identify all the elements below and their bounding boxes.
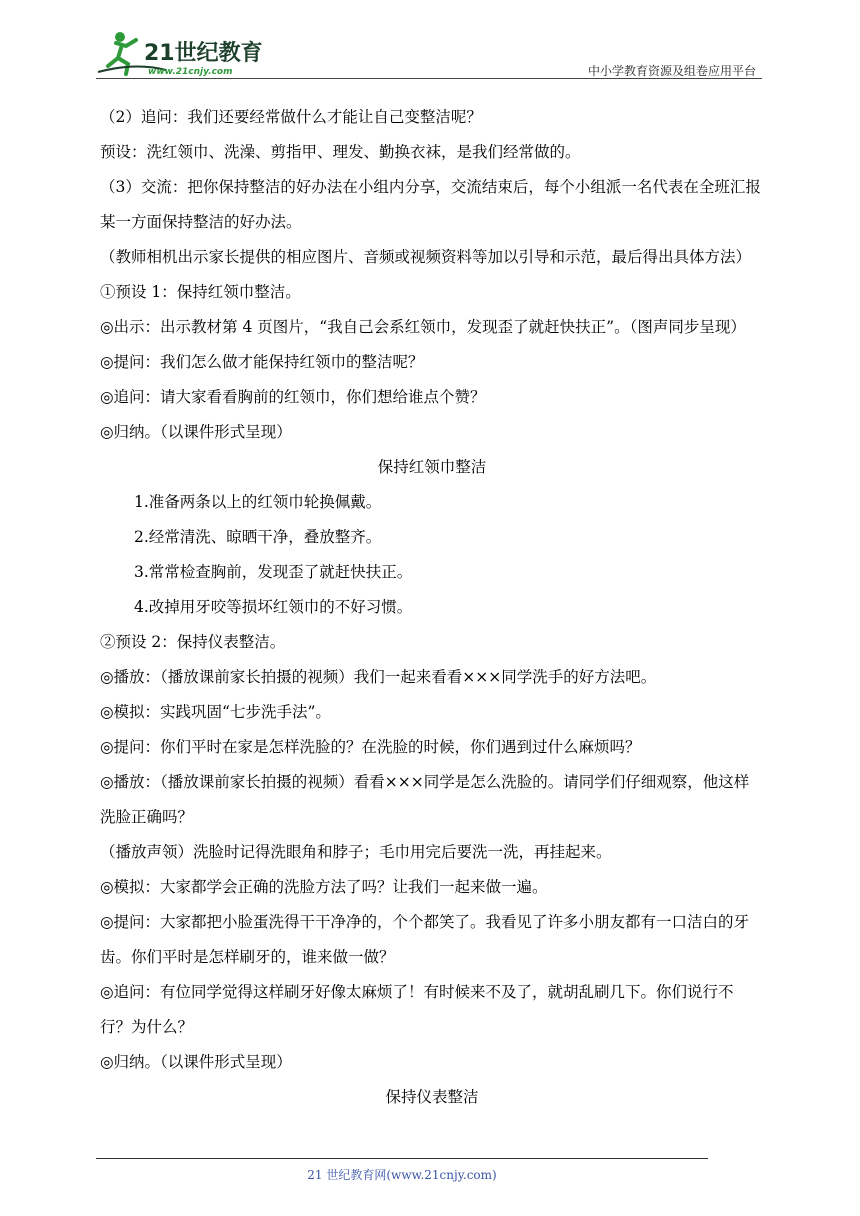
paragraph: ◎出示：出示教材第 4 页图片，“我自己会系红领巾，发现歪了就赶快扶正”。（图声同步呈现）	[100, 318, 746, 336]
logo-url: www.21cnjy.com	[148, 67, 233, 77]
paragraph: ◎模拟：实践巩固“七步洗手法”。	[100, 703, 331, 721]
section-heading: 保持红领巾整洁	[377, 458, 487, 476]
paragraph: ◎追问：请大家看看胸前的红领巾，你们想给谁点个赞？	[100, 388, 486, 406]
paragraph: （教师相机出示家长提供的相应图片、音频或视频资料等加以引导和示范，最后得出具体方法）	[100, 248, 752, 266]
list-item: 3.常常检查胸前，发现歪了就赶快扶正。	[134, 563, 413, 581]
paragraph: ◎播放：（播放课前家长拍摄的视频）看看×××同学是怎么洗脸的。请同学们仔细观察，他这样洗脸正确吗？	[100, 773, 750, 826]
logo-text: 21世纪教育	[144, 41, 263, 66]
paragraph: ◎追问：有位同学觉得这样刷牙好像太麻烦了！有时候来不及了，就胡乱刷几下。你们说行不行？为什么？	[100, 983, 734, 1036]
paragraph: ②预设 2：保持仪表整洁。	[100, 633, 286, 651]
paragraph: ◎播放：（播放课前家长拍摄的视频）我们一起来看看×××同学洗手的好方法吧。	[100, 668, 657, 686]
platform-title: 中小学教育资源及组卷应用平台	[587, 64, 756, 78]
list-item: 2.经常清洗、晾晒干净，叠放整齐。	[134, 528, 382, 546]
paragraph: ◎提问：我们怎么做才能保持红领巾的整洁呢？	[100, 353, 424, 371]
paragraph: ◎模拟：大家都学会正确的洗脸方法了吗？让我们一起来做一遍。	[100, 878, 548, 896]
header-divider	[96, 78, 762, 79]
paragraph: 预设：洗红领巾、洗澡、剪指甲、理发、勤换衣袜，是我们经常做的。	[100, 143, 581, 161]
paragraph: ◎提问：你们平时在家是怎样洗脸的？在洗脸的时候，你们遇到过什么麻烦吗？	[100, 738, 641, 756]
paragraph: ◎归纳。（以课件形式呈现）	[100, 423, 292, 441]
list-item: 4.改掉用牙咬等损坏红领巾的不好习惯。	[134, 598, 413, 616]
footer-text[interactable]: 21 世纪教育网(www.21cnjy.com)	[307, 1168, 497, 1182]
paragraph: （2）追问：我们还要经常做什么才能让自己变整洁呢？	[100, 108, 482, 126]
site-logo[interactable]	[96, 28, 266, 78]
paragraph: （3）交流：把你保持整洁的好办法在小组内分享，交流结束后，每个小组派一名代表在全班汇报某一方面保持整洁的好办法。	[100, 178, 761, 231]
paragraph: ①预设 1：保持红领巾整洁。	[100, 283, 301, 301]
paragraph: ◎提问：大家都把小脸蛋洗得干干净净的，个个都笑了。我看见了许多小朋友都有一口洁白的牙齿。你们平时是怎样刷牙的，谁来做一做？	[100, 913, 750, 966]
section-heading: 保持仪表整洁	[385, 1088, 479, 1106]
footer-divider	[96, 1158, 708, 1159]
paragraph: （播放声领）洗脸时记得洗眼角和脖子；毛巾用完后要洗一洗，再挂起来。	[100, 843, 612, 861]
paragraph: ◎归纳。（以课件形式呈现）	[100, 1053, 292, 1071]
document-body	[100, 100, 764, 1115]
list-item: 1.准备两条以上的红领巾轮换佩戴。	[134, 493, 382, 511]
page-header	[96, 28, 762, 80]
